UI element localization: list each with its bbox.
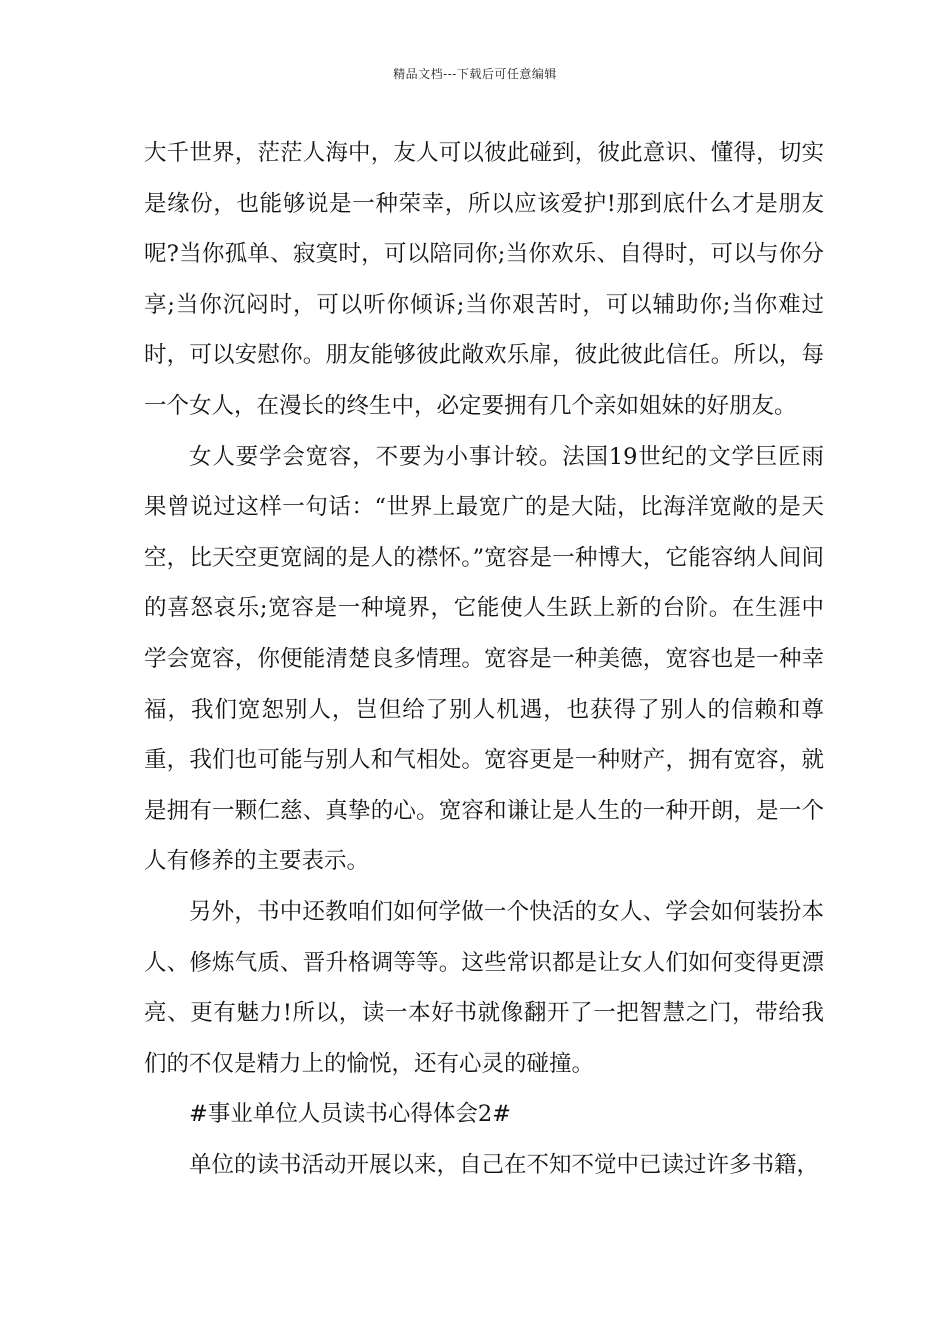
section-heading: #事业单位人员读书心得体会2# xyxy=(189,1101,512,1128)
paragraph-book-value: 另外，书中还教咱们如何学做一个快活的女人、学会如何装扮本人、修炼气质、晋升格调等等。这些常识都是让女人们如何变得更漂亮、更有魅力!所以，读一本好书就像翻开了一把智慧之门，带给我们的不仅是精力上的愉悦，还有心灵的碰撞。 xyxy=(144,898,824,1077)
document-body xyxy=(144,128,824,1190)
page-header: 精品文档---下载后可任意编辑 xyxy=(393,67,557,81)
paragraph-tolerance: 女人要学会宽容，不要为小事计较。法国19世纪的文学巨匠雨果曾说过这样一句话：“世界上最宽广的是大陆，比海洋宽敞的是天空，比天空更宽阔的是人的襟怀。”宽容是一种博大，它能容纳人间间的喜怒哀乐;宽容是一种境界，它能使人生跃上新的台阶。在生涯中学会宽容，你便能清楚良多情理。宽容是一种美德，宽容也是一种幸福，我们宽恕别人，岂但给了别人机遇，也获得了别人的信赖和尊重，我们也可能与别人和气相处。宽容更是一种财产，拥有宽容，就是拥有一颗仁慈、真挚的心。宽容和谦让是人生的一种开朗，是一个人有修养的主要表示。 xyxy=(144,443,824,875)
paragraph-friendship: 大千世界，茫茫人海中，友人可以彼此碰到，彼此意识、懂得，切实是缘份，也能够说是一种荣幸，所以应该爱护!那到底什么才是朋友呢?当你孤单、寂寞时，可以陪同你;当你欢乐、自得时，可以与你分享;当你沉闷时，可以听你倾诉;当你艰苦时，可以辅助你;当你难过时，可以安慰你。朋友能够彼此敞欢乐扉，彼此彼此信任。所以，每一个女人，在漫长的终生中，必定要拥有几个亲如姐妹的好朋友。 xyxy=(144,140,824,419)
paragraph-reading-activity: 单位的读书活动开展以来，自己在不知不觉中已读过许多书籍， xyxy=(189,1151,820,1178)
